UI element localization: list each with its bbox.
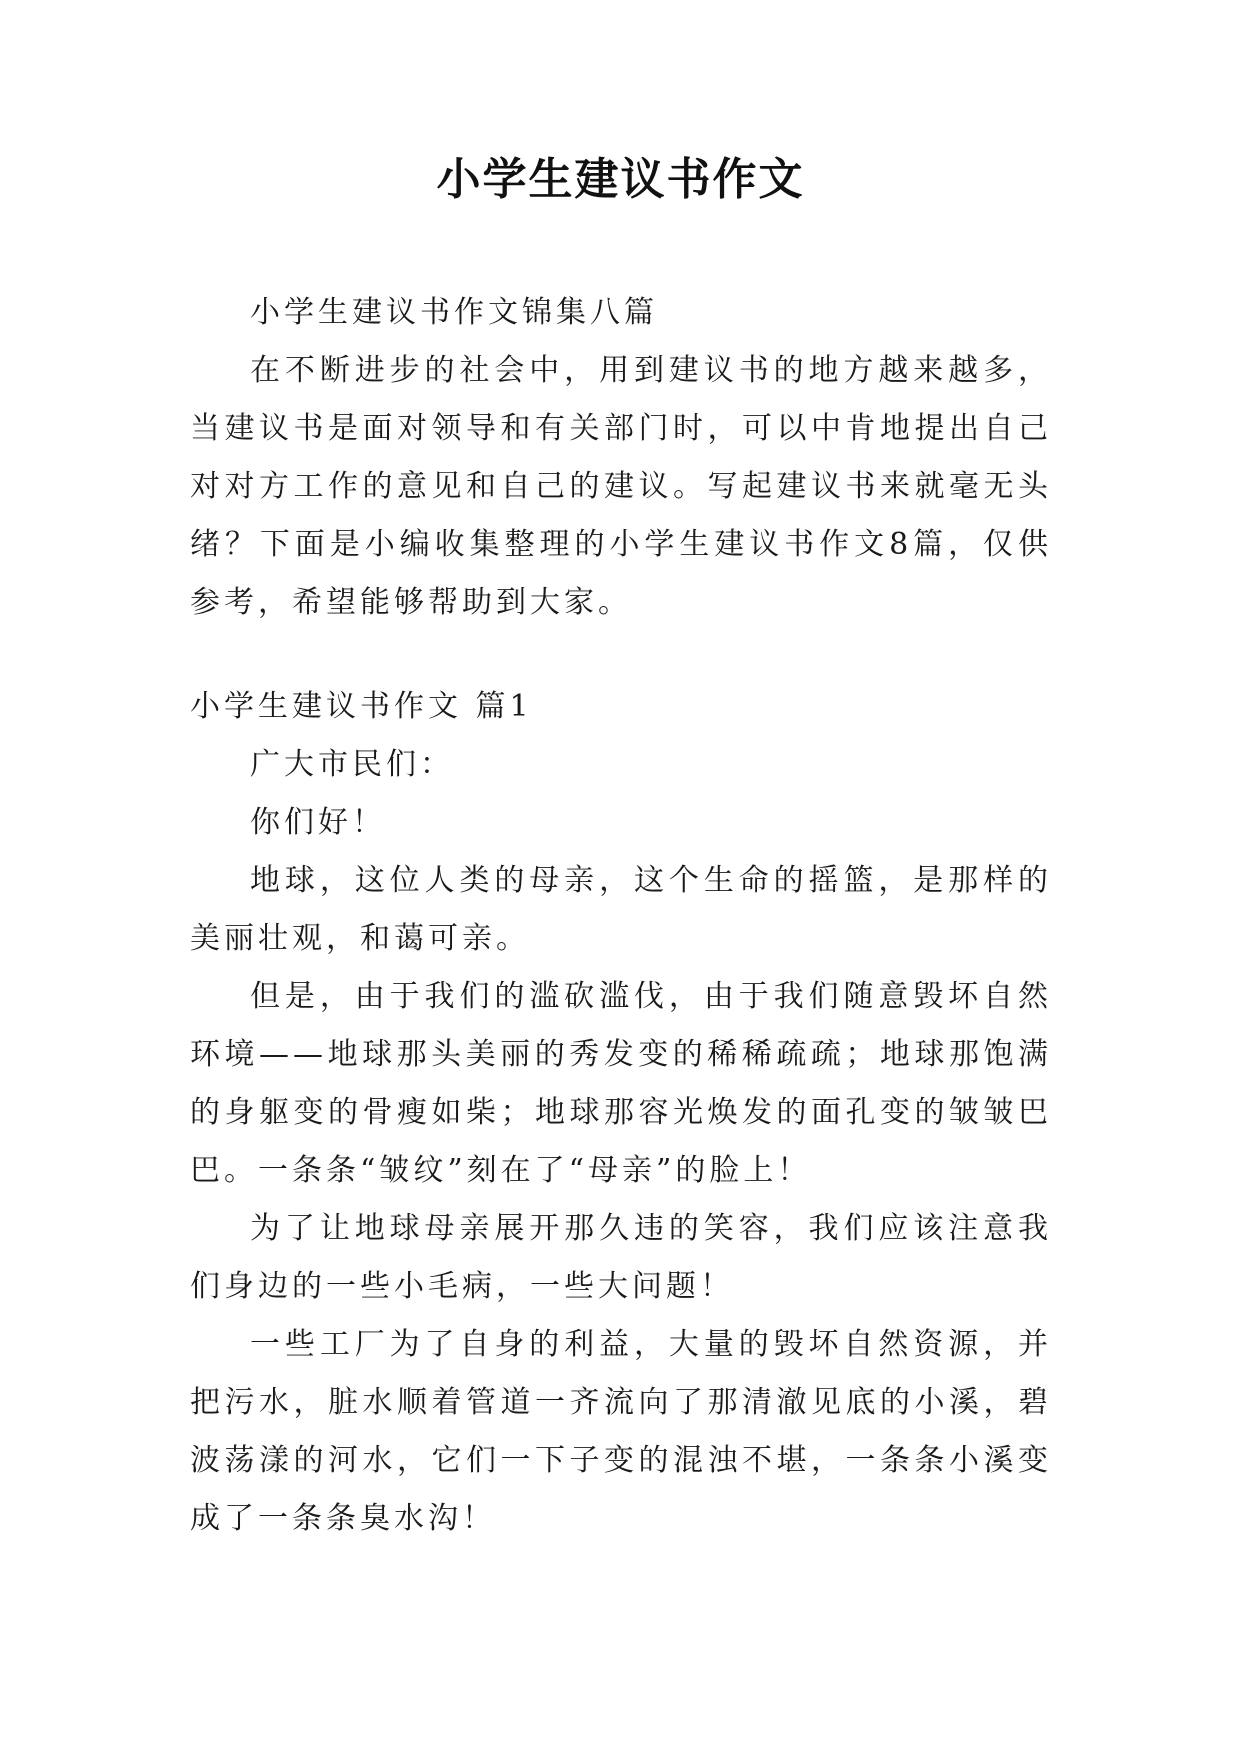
body-paragraph: 地球，这位人类的母亲，这个生命的摇篮，是那样的美丽壮观，和蔼可亲。 xyxy=(190,863,1052,956)
section-heading: 小学生建议书作文 篇1 xyxy=(190,689,533,724)
intro-paragraph: 在不断进步的社会中，用到建议书的地方越来越多，当建议书是面对领导和有关部门时，可以中肯地提出自己对对方工作的意见和自己的建议。写起建议书来就毫无头绪？下面是小编收集整理的小学生建议书作文8篇，仅供参考，希望能够帮助到大家。 xyxy=(190,353,1052,620)
body-paragraph: 为了让地球母亲展开那久违的笑容，我们应该注意我们身边的一些小毛病，一些大问题！ xyxy=(190,1211,1052,1304)
intro-subtitle: 小学生建议书作文锦集八篇 xyxy=(250,295,658,330)
greeting: 你们好！ xyxy=(250,805,386,840)
body-paragraph: 一些工厂为了自身的利益，大量的毁坏自然资源，并把污水，脏水顺着管道一齐流向了那清澈见底的小溪，碧波荡漾的河水，它们一下子变的混浊不堪，一条条小溪变成了一条条臭水沟！ xyxy=(190,1327,1052,1536)
document-title: 小学生建议书作文 xyxy=(436,154,805,205)
section-spacer xyxy=(190,632,1052,678)
salutation: 广大市民们： xyxy=(250,747,454,782)
body-paragraph: 但是，由于我们的滥砍滥伐，由于我们随意毁坏自然环境——地球那头美丽的秀发变的稀稀疏疏；地球那饱满的身躯变的骨瘦如柴；地球那容光焕发的面孔变的皱皱巴巴。一条条“皱纹”刻在了“母亲”的脸上！ xyxy=(190,979,1052,1188)
document-body xyxy=(190,284,1052,1548)
